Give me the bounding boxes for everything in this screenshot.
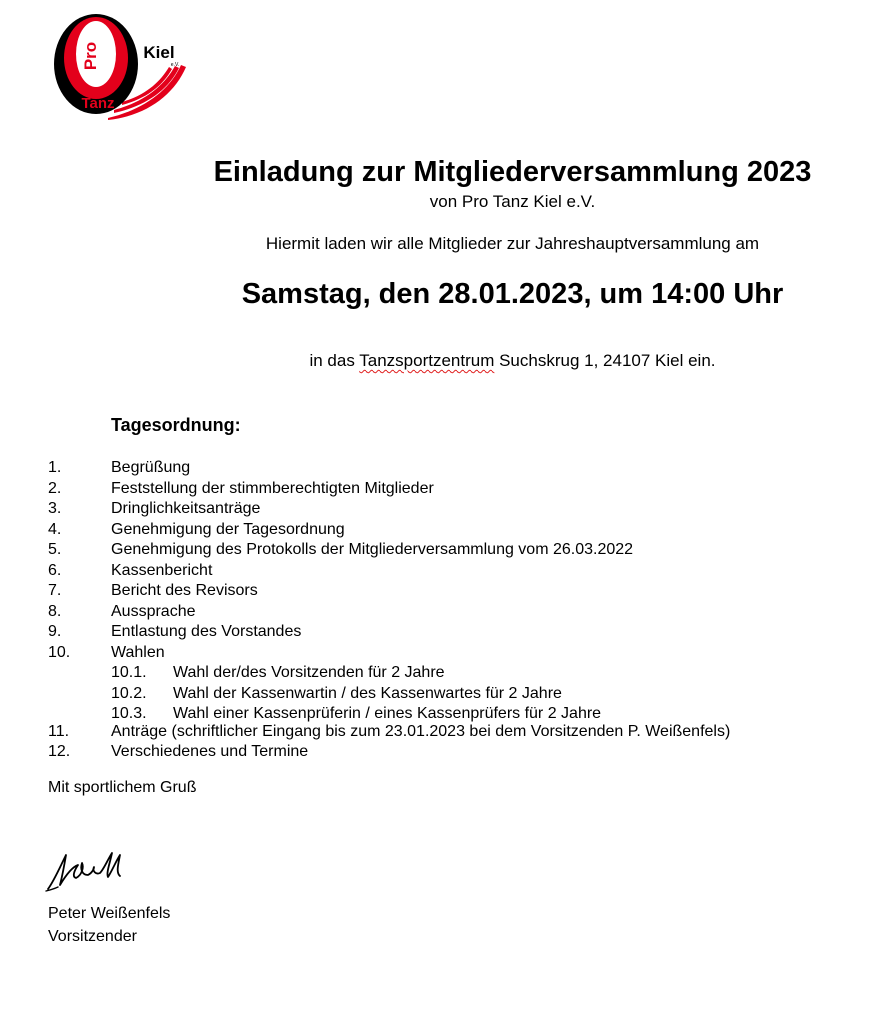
agenda-item-number: 3. [48,500,62,517]
handwritten-signature [44,845,144,895]
agenda-subitem-text: Wahl der Kassenwartin / des Kassenwartes für 2 Jahre [173,685,562,702]
agenda-item-text: Kassenbericht [111,562,213,579]
agenda-item-number: 7. [48,582,62,599]
agenda-item-text: Genehmigung der Tagesordnung [111,521,345,538]
agenda-item-text: Bericht des Revisors [111,582,258,599]
agenda-item-text: Begrüßung [111,459,191,476]
page-subtitle: von Pro Tanz Kiel e.V. [429,192,596,211]
pro-tanz-kiel-logo [48,10,188,122]
logo-word-kiel: Kiel [143,43,175,62]
agenda-item-text: Aussprache [111,603,196,620]
agenda-item-text: Verschiedenes und Termine [111,743,309,760]
closing-greeting: Mit sportlichem Gruß [48,779,197,796]
agenda-item-number: 11. [48,723,70,740]
invitation-intro: Hiermit laden wir alle Mitglieder zur Jahreshauptversammlung am [265,234,760,253]
agenda-heading: Tagesordnung: [111,415,241,435]
logo-suffix: e.V. [170,62,180,68]
location-prefix: in das [309,351,360,370]
logo-word-tanz: Tanz [81,95,115,112]
agenda-item-number: 1. [48,459,62,476]
agenda-subitem-text: Wahl der/des Vorsitzenden für 2 Jahre [173,664,445,681]
meeting-location [150,351,875,371]
agenda-subitem-number: 10.2. [111,685,147,702]
location-venue: Tanzsportzentrum [359,351,495,370]
agenda-item-number: 10. [48,644,71,661]
agenda-subitem-text: Wahl einer Kassenprüferin / eines Kassenprüfers für 2 Jahre [173,705,602,722]
agenda-item-text: Wahlen [111,644,165,661]
agenda-item-number: 8. [48,603,62,620]
agenda-item-text: Feststellung der stimmberechtigten Mitglieder [111,480,434,497]
agenda-item-text: Entlastung des Vorstandes [111,623,302,640]
page-title: Einladung zur Mitgliederversammlung 2023 [213,156,812,188]
location-suffix: Suchskrug 1, 24107 Kiel ein. [494,351,716,370]
agenda-subitem-number: 10.1. [111,664,147,681]
agenda-item-text: Anträge (schriftlicher Eingang bis zum 23.01.2023 bei dem Vorsitzenden P. Weißenfels) [111,723,731,740]
signatory-name: Peter Weißenfels [48,905,171,922]
agenda-item-number: 12. [48,743,71,760]
agenda-item-text: Dringlichkeitsanträge [111,500,261,517]
agenda-item-number: 9. [48,623,62,640]
agenda-item-number: 2. [48,480,62,497]
logo-word-pro: Pro [81,41,100,71]
meeting-datetime: Samstag, den 28.01.2023, um 14:00 Uhr [241,278,784,310]
agenda-subitem-number: 10.3. [111,705,147,722]
agenda-item-number: 4. [48,521,62,538]
agenda-item-text: Genehmigung des Protokolls der Mitgliederversammlung vom 26.03.2022 [111,541,634,558]
signatory-role: Vorsitzender [48,928,137,945]
agenda-item-number: 6. [48,562,62,579]
agenda-item-number: 5. [48,541,62,558]
